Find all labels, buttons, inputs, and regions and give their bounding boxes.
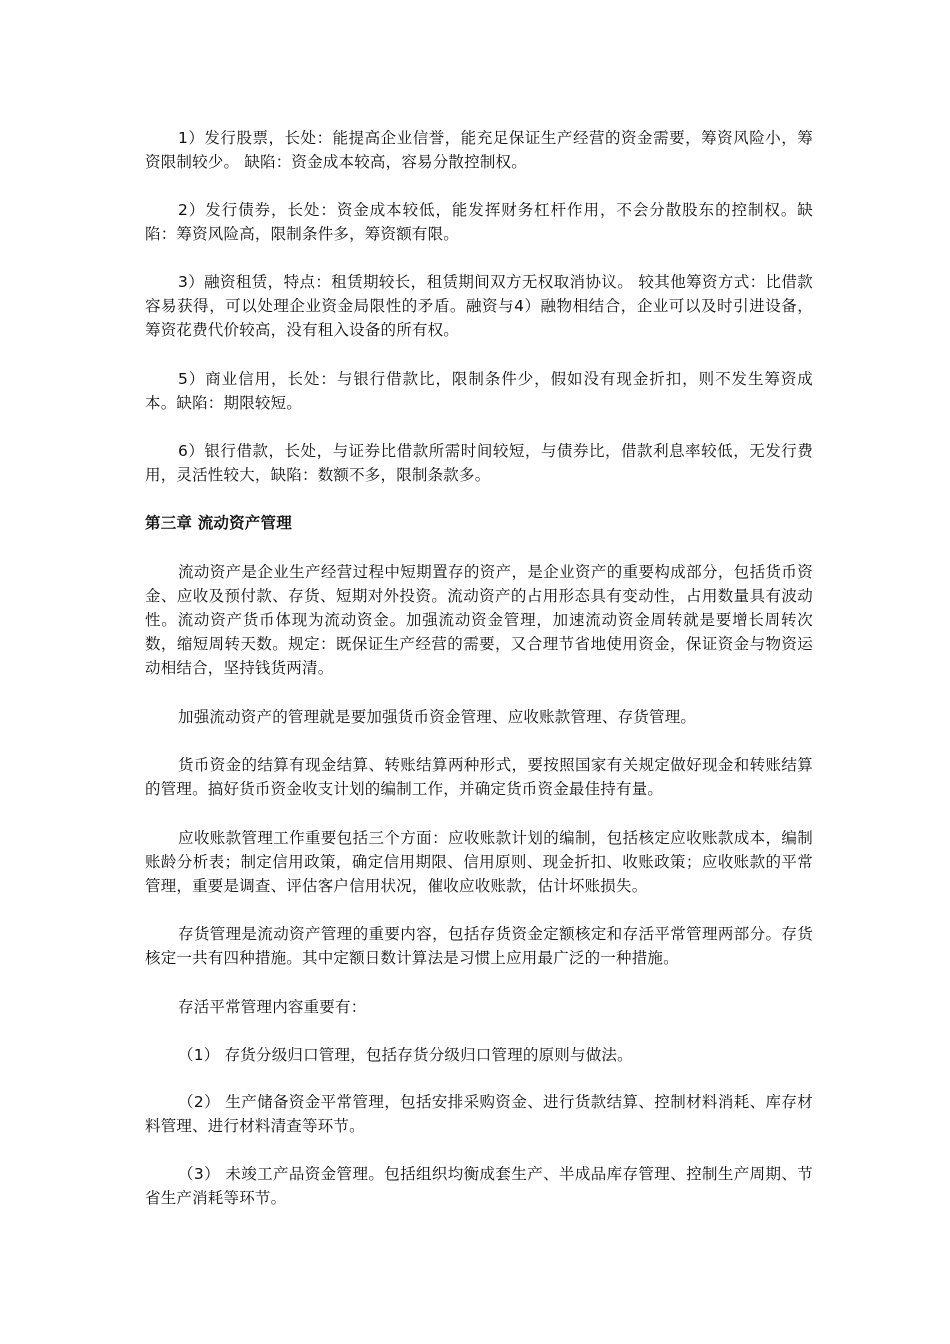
- list-item-1: （1） 存货分级归口管理，包括存货分级归口管理的原则与做法。: [178, 1046, 633, 1064]
- list-item-3: （3） 未竣工产品资金管理。包括组织均衡成套生产、半成品库存管理、控制生产周期、节省生产消耗等环节。: [145, 1165, 813, 1207]
- paragraph-commercial-credit: 5）商业信用，长处：与银行借款比，限制条件少，假如没有现金折扣，则不发生筹资成本。缺陷：期限较短。: [145, 370, 813, 412]
- paragraph-strengthen-management: 加强流动资产的管理就是要加强货币资金管理、应收账款管理、存货管理。: [178, 708, 697, 726]
- paragraph-bond-issuance: 2）发行债券，长处：资金成本较低，能发挥财务杠杆作用，不会分散股东的控制权。缺陷：筹资风险高，限制条件多，筹资额有限。: [145, 201, 813, 243]
- paragraph-current-assets-intro: 流动资产是企业生产经营过程中短期置存的资产，是企业资产的重要构成部分，包括货币资金、应收及预付款、存货、短期对外投资。流动资产的占用形态具有变动性，占用数量具有波动性。流动资产货币体现为流动资金。加强流动资金管理，加速流动资金周转就是要增长周转次数，缩短周转天数。规定：既保证生产经营的需要，又合理节省地使用资金，保证资金与物资运动相结合，坚持钱货两清。: [145, 563, 813, 677]
- paragraph-daily-management: 存活平常管理内容重要有：: [178, 998, 367, 1016]
- chapter-heading: 第三章 流动资产管理: [145, 514, 292, 532]
- paragraph-financial-leasing: 3）融资租赁，特点：租赁期较长，租赁期间双方无权取消协议。 较其他筹资方式：比借款容易获得，可以处理企业资金局限性的矛盾。融资与4）融物相结合，企业可以及时引进设备，筹资花费代价较高，没有租入设备的所有权。: [145, 273, 813, 339]
- paragraph-receivables: 应收账款管理工作重要包括三个方面：应收账款计划的编制，包括核定应收账款成本，编制账龄分析表；制定信用政策，确定信用期限、信用原则、现金折扣、收账政策；应收账款的平常管理，重要是调查、评估客户信用状况，催收应收账款，估计坏账损失。: [145, 829, 813, 895]
- list-item-2: （2） 生产储备资金平常管理，包括安排采购资金、进行货款结算、控制材料消耗、库存材料管理、进行材料清查等环节。: [145, 1093, 813, 1135]
- paragraph-monetary-funds: 货币资金的结算有现金结算、转账结算两种形式，要按照国家有关规定做好现金和转账结算的管理。搞好货币资金收支计划的编制工作，并确定货币资金最佳持有量。: [145, 756, 813, 798]
- paragraph-bank-loans: 6）银行借款，长处，与证券比借款所需时间较短，与债券比，借款利息率较低，无发行费用，灵活性较大，缺陷：数额不多，限制条款多。: [145, 442, 813, 484]
- paragraph-stock-issuance: 1）发行股票，长处：能提高企业信誉，能充足保证生产经营的资金需要，筹资风险小，筹资限制较少。 缺陷：资金成本较高，容易分散控制权。: [145, 129, 813, 171]
- paragraph-inventory: 存货管理是流动资产管理的重要内容，包括存货资金定额核定和存活平常管理两部分。存货核定一共有四种措施。其中定额日数计算法是习惯上应用最广泛的一种措施。: [145, 925, 813, 967]
